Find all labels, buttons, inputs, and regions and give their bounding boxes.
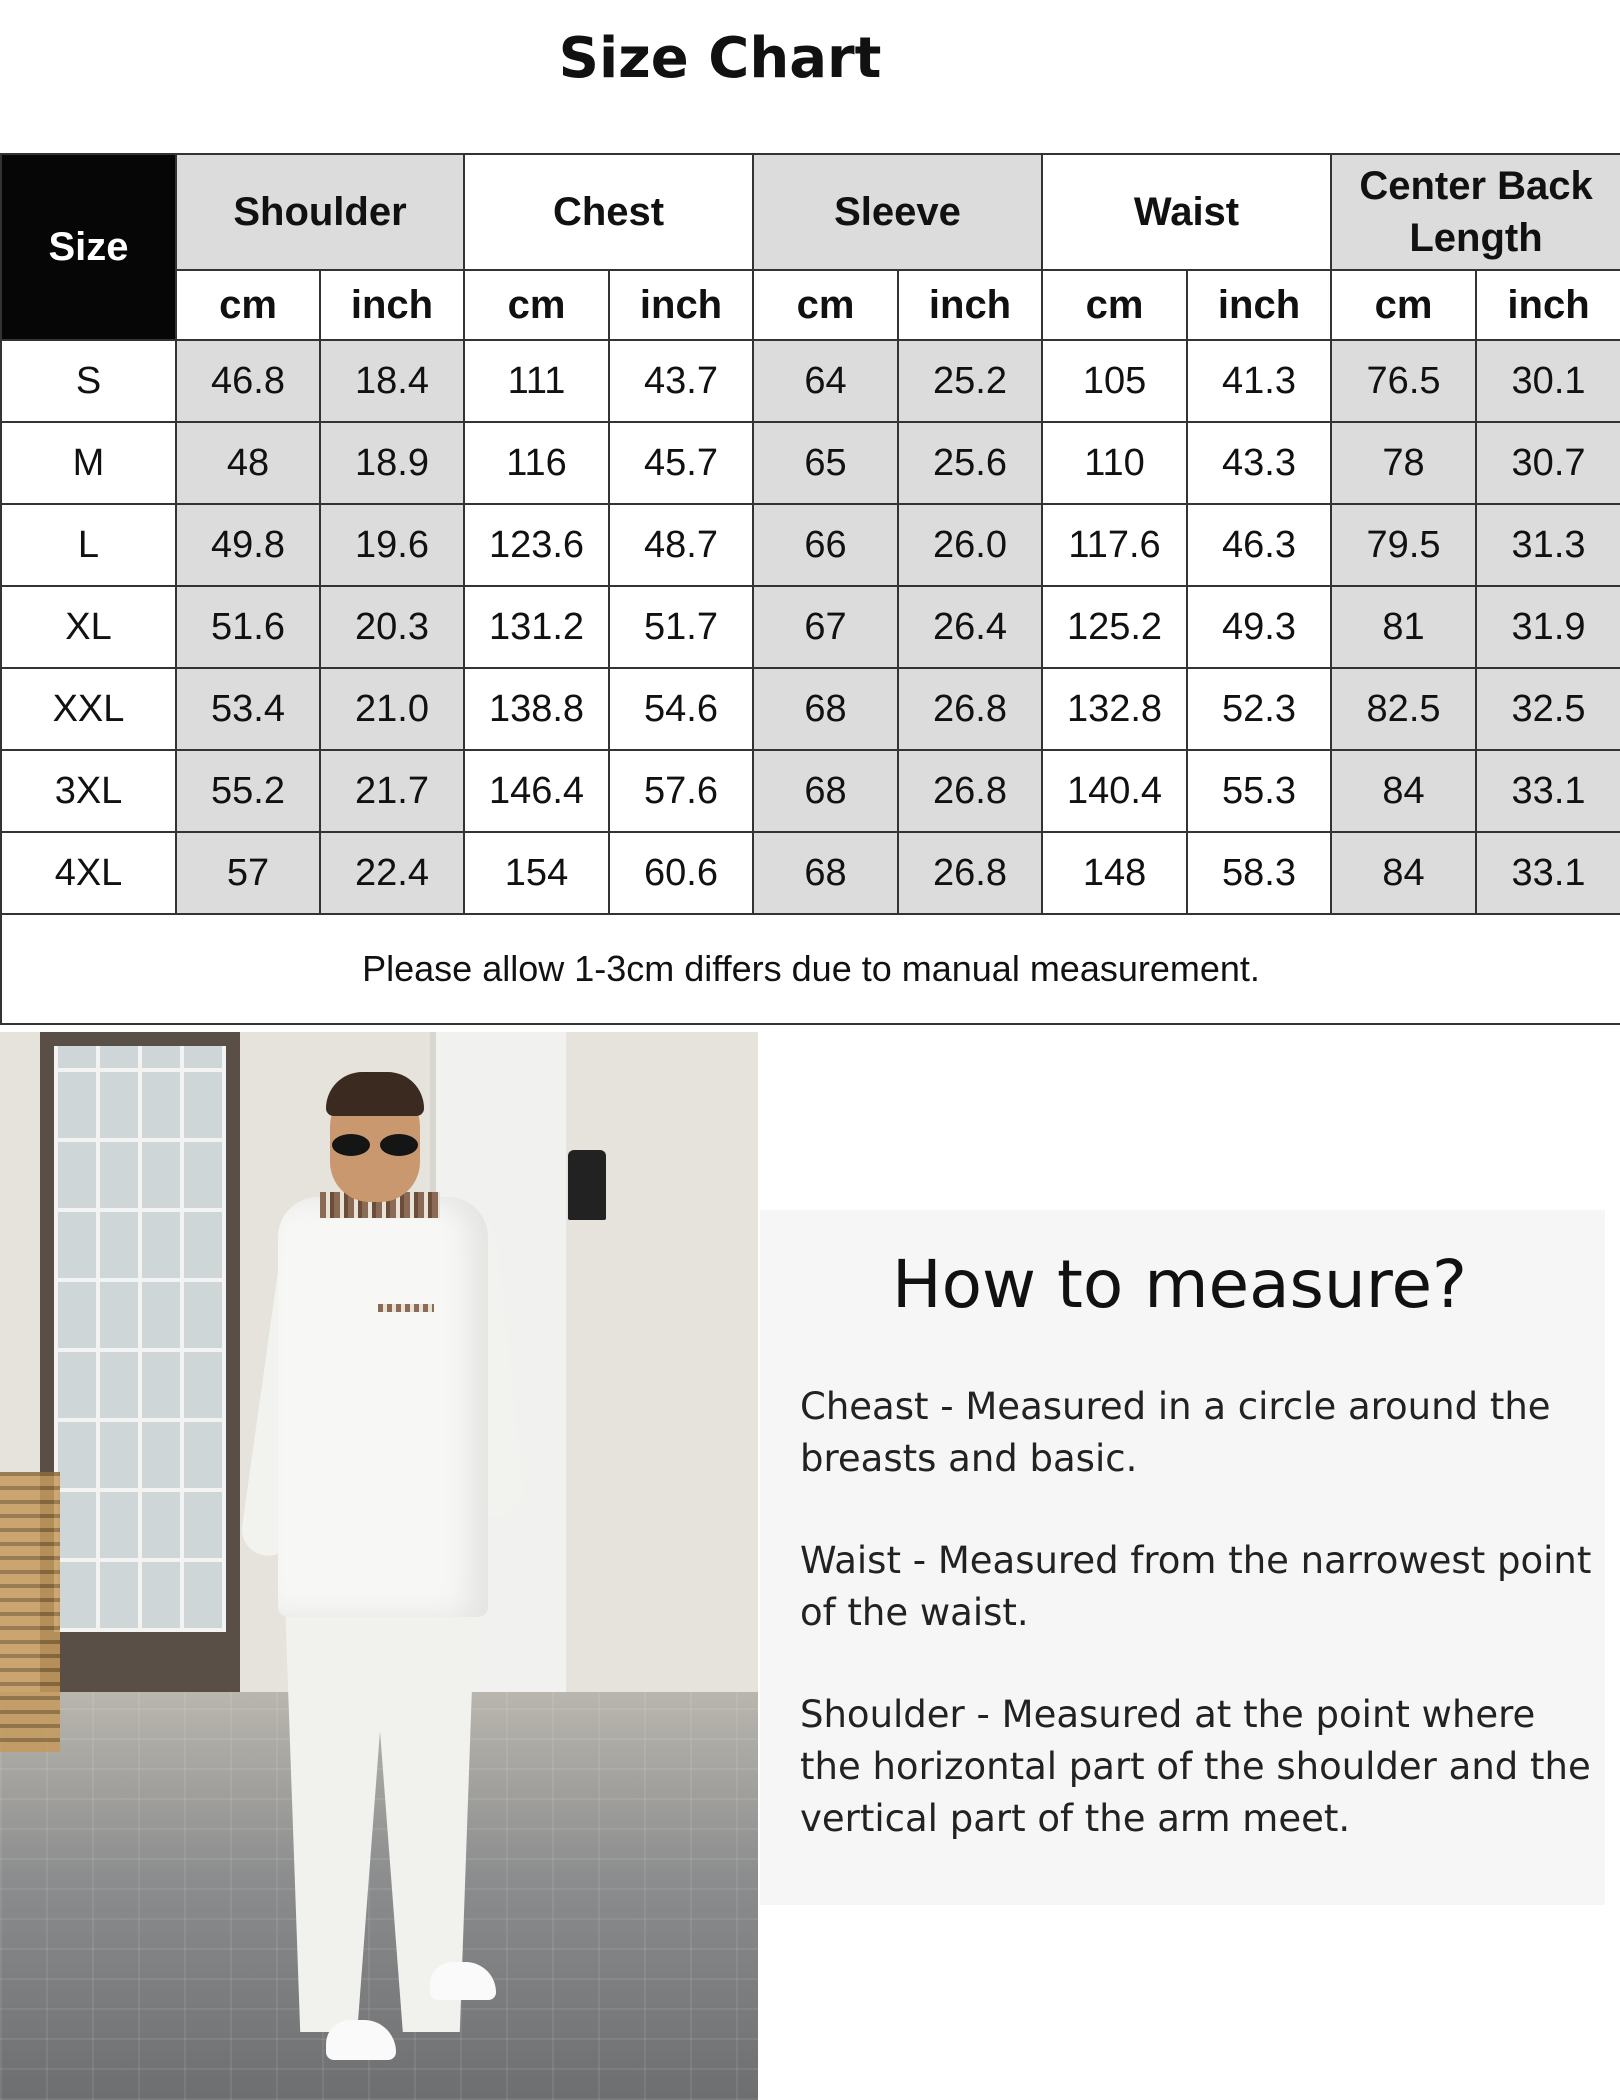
how-to-measure-title: How to measure? [892,1246,1468,1323]
value-cell: 60.6 [609,832,753,914]
value-cell: 132.8 [1042,668,1187,750]
value-cell: 31.9 [1476,586,1620,668]
table-row [1,750,1620,832]
value-cell: 76.5 [1331,340,1476,422]
value-cell: 26.8 [898,668,1042,750]
value-cell: 46.3 [1187,504,1331,586]
value-cell: 54.6 [609,668,753,750]
value-cell: 68 [753,750,898,832]
value-cell: 20.3 [320,586,464,668]
value-cell: 64 [753,340,898,422]
unit-header-row [1,270,1620,340]
table-row [1,504,1620,586]
value-cell: 22.4 [320,832,464,914]
value-cell: 46.8 [176,340,320,422]
value-cell: 117.6 [1042,504,1187,586]
value-cell: 68 [753,668,898,750]
white-shirt [278,1197,488,1617]
value-cell: 84 [1331,750,1476,832]
value-cell: 138.8 [464,668,609,750]
unit-header-inch: inch [898,270,1042,340]
size-cell: XL [1,586,176,668]
size-cell: 3XL [1,750,176,832]
size-table [0,153,1620,1025]
table-row [1,586,1620,668]
sneaker-right [430,1962,496,2000]
value-cell: 48 [176,422,320,504]
model-photo [0,1032,758,2100]
value-cell: 31.3 [1476,504,1620,586]
size-cell: M [1,422,176,504]
value-cell: 116 [464,422,609,504]
size-chart-title: Size Chart [558,26,882,91]
value-cell: 26.8 [898,750,1042,832]
sunglasses-icon [330,1134,420,1156]
measure-item-chest: Cheast - Measured in a circle around the breasts and basic. [800,1385,1551,1480]
sneaker-left [326,2020,396,2060]
value-cell: 111 [464,340,609,422]
group-header-sleeve: Sleeve [753,154,1042,270]
value-cell: 45.7 [609,422,753,504]
value-cell: 43.7 [609,340,753,422]
value-cell: 57.6 [609,750,753,832]
value-cell: 41.3 [1187,340,1331,422]
value-cell: 21.7 [320,750,464,832]
table-row [1,668,1620,750]
value-cell: 123.6 [464,504,609,586]
measure-item-shoulder: Shoulder - Measured at the point where the horizontal part of the shoulder and the vertical part of the arm meet. [800,1693,1591,1840]
value-cell: 125.2 [1042,586,1187,668]
unit-header-cm: cm [176,270,320,340]
group-header-center-back-length: Center Back Length [1331,154,1620,270]
value-cell: 65 [753,422,898,504]
group-header-chest: Chest [464,154,753,270]
door [40,1032,240,1692]
size-cell: XXL [1,668,176,750]
value-cell: 49.3 [1187,586,1331,668]
value-cell: 154 [464,832,609,914]
unit-header-cm: cm [753,270,898,340]
value-cell: 43.3 [1187,422,1331,504]
value-cell: 105 [1042,340,1187,422]
unit-header-cm: cm [1331,270,1476,340]
group-header-row [1,154,1620,270]
measurement-note: Please allow 1-3cm differs due to manual measurement. [1,914,1620,1024]
value-cell: 131.2 [464,586,609,668]
value-cell: 30.1 [1476,340,1620,422]
value-cell: 49.8 [176,504,320,586]
value-cell: 148 [1042,832,1187,914]
table-row [1,832,1620,914]
value-cell: 58.3 [1187,832,1331,914]
size-cell: S [1,340,176,422]
group-header-waist: Waist [1042,154,1331,270]
value-cell: 18.4 [320,340,464,422]
value-cell: 26.4 [898,586,1042,668]
value-cell: 51.6 [176,586,320,668]
value-cell: 78 [1331,422,1476,504]
value-cell: 30.7 [1476,422,1620,504]
unit-header-inch: inch [609,270,753,340]
size-cell: 4XL [1,832,176,914]
value-cell: 140.4 [1042,750,1187,832]
value-cell: 32.5 [1476,668,1620,750]
model-figure [230,1042,530,2100]
value-cell: 84 [1331,832,1476,914]
value-cell: 52.3 [1187,668,1331,750]
value-cell: 19.6 [320,504,464,586]
value-cell: 18.9 [320,422,464,504]
how-to-measure-panel [760,1210,1605,1905]
unit-header-cm: cm [464,270,609,340]
value-cell: 55.2 [176,750,320,832]
value-cell: 33.1 [1476,750,1620,832]
value-cell: 26.8 [898,832,1042,914]
value-cell: 68 [753,832,898,914]
value-cell: 51.7 [609,586,753,668]
value-cell: 82.5 [1331,668,1476,750]
unit-header-inch: inch [1476,270,1620,340]
value-cell: 110 [1042,422,1187,504]
value-cell: 57 [176,832,320,914]
value-cell: 21.0 [320,668,464,750]
table-row [1,422,1620,504]
value-cell: 48.7 [609,504,753,586]
table-row [1,340,1620,422]
value-cell: 25.6 [898,422,1042,504]
value-cell: 81 [1331,586,1476,668]
size-cell: L [1,504,176,586]
size-header: Size [1,154,176,340]
value-cell: 55.3 [1187,750,1331,832]
value-cell: 66 [753,504,898,586]
measure-item-waist: Waist - Measured from the narrowest point of the waist. [800,1539,1592,1634]
chair [0,1472,60,1752]
unit-header-cm: cm [1042,270,1187,340]
value-cell: 25.2 [898,340,1042,422]
group-header-shoulder: Shoulder [176,154,464,270]
wall-lamp [568,1150,606,1220]
value-cell: 53.4 [176,668,320,750]
unit-header-inch: inch [1187,270,1331,340]
unit-header-inch: inch [320,270,464,340]
value-cell: 79.5 [1331,504,1476,586]
plaid-pocket-trim [378,1304,434,1312]
value-cell: 67 [753,586,898,668]
value-cell: 26.0 [898,504,1042,586]
value-cell: 146.4 [464,750,609,832]
value-cell: 33.1 [1476,832,1620,914]
